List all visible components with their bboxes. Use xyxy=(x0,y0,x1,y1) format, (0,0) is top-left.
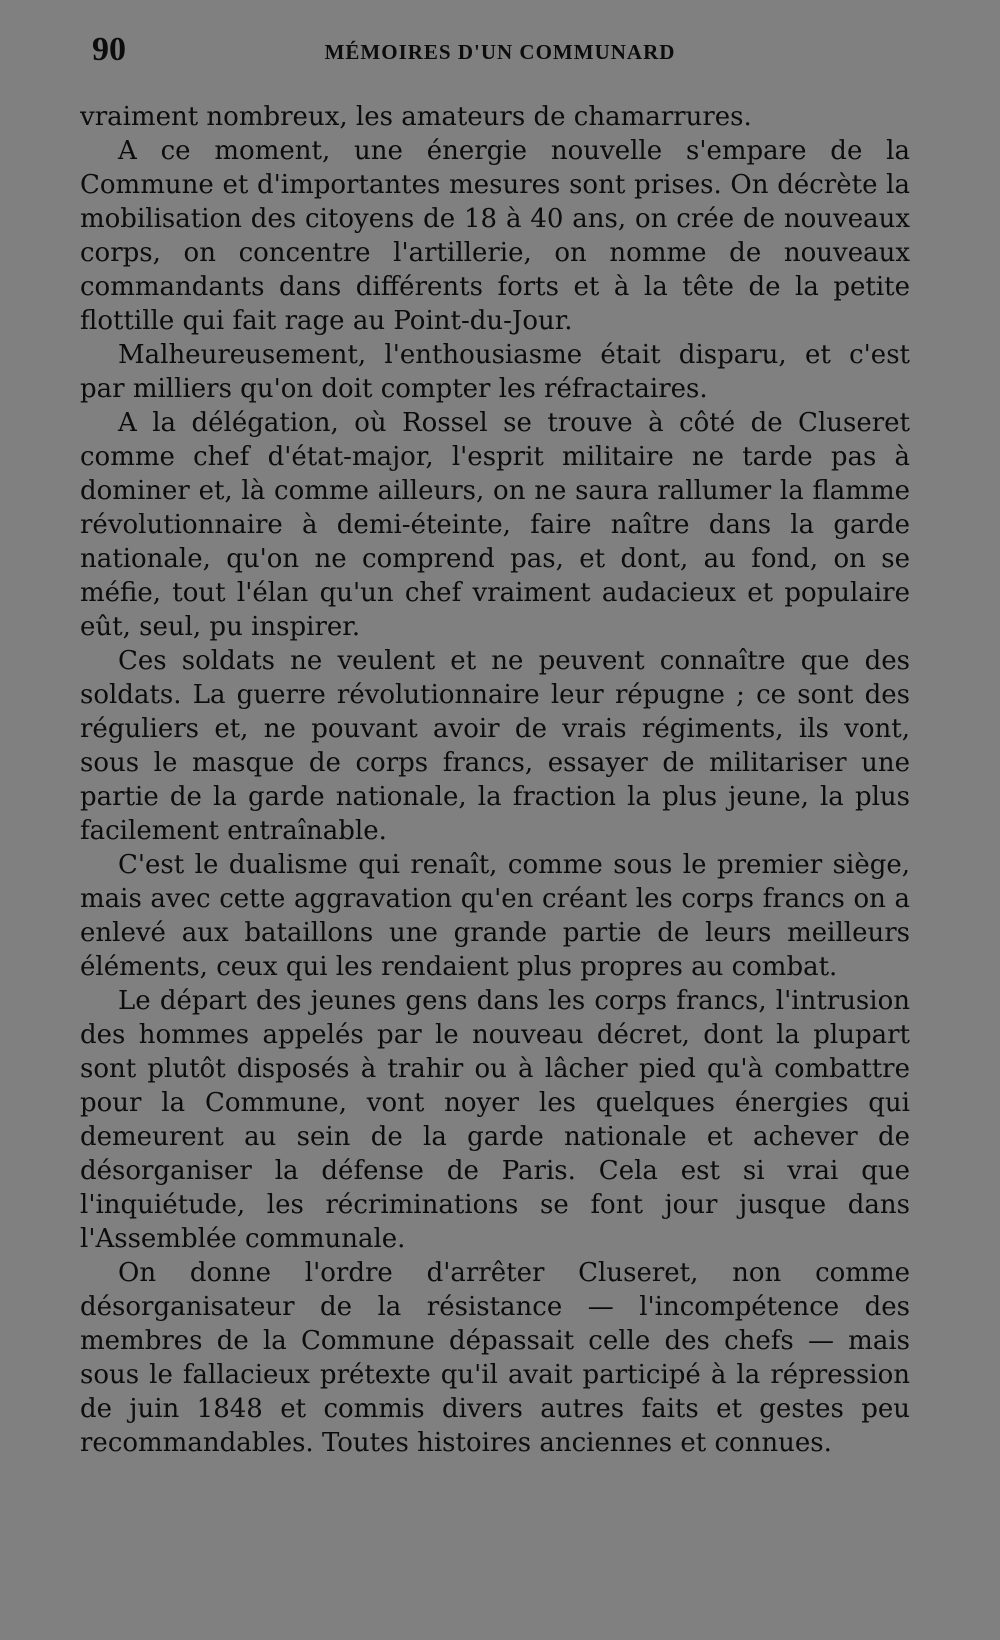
paragraph: Le départ des jeunes gens dans les corps francs, l'intrusion des hommes appelés par le nouveau décret, dont la plupart sont plutôt disposés à trahir ou à lâcher pied qu'à combattre pour la Commune, vont noyer les quelques énergies qui demeurent au sein de la garde nationale et achever de désorganiser la défense de Paris. Cela est si vrai que l'inquiétude, les récriminations se font jour jusque dans l'Assemblée communale. xyxy=(80,986,910,1254)
paragraph: A la délégation, où Rossel se trouve à côté de Cluseret comme chef d'état-major, l'esprit militaire ne tarde pas à dominer et, là comme ailleurs, on ne saura rallumer la flamme révolutionnaire à demi-éteinte, faire naître dans la garde nationale, qu'on ne comprend pas, et dont, au fond, on se méfie, tout l'élan qu'un chef vraiment audacieux et populaire eût, seul, pu inspirer. xyxy=(80,408,910,642)
paragraph: C'est le dualisme qui renaît, comme sous le premier siège, mais avec cette aggravation qu'en créant les corps francs on a enlevé aux bataillons une grande partie de leurs meilleurs éléments, ceux qui les rendaient plus propres au combat. xyxy=(80,850,910,982)
paragraph: Ces soldats ne veulent et ne peuvent connaître que des soldats. La guerre révolutionnaire leur répugne ; ce sont des réguliers et, ne pouvant avoir de vrais régiments, ils vont, sous le masque de corps francs, essayer de militariser une partie de la garde nationale, la fraction la plus jeune, la plus facilement entraînable. xyxy=(80,646,910,846)
paragraph: On donne l'ordre d'arrêter Cluseret, non comme désorganisateur de la résistance — l'incompétence des membres de la Commune dépassait celle des chefs — mais sous le fallacieux prétexte qu'il avait participé à la répression de juin 1848 et commis divers autres faits et gestes peu recommandables. Toutes histoires anciennes et connues. xyxy=(80,1258,910,1458)
paragraph: Malheureusement, l'enthousiasme était disparu, et c'est par milliers qu'on doit compter les réfractaires. xyxy=(80,340,910,404)
page-number: 90 xyxy=(92,31,126,68)
paragraph: A ce moment, une énergie nouvelle s'empare de la Commune et d'importantes mesures sont prises. On décrète la mobilisation des citoyens de 18 à 40 ans, on crée de nouveaux corps, on concentre l'artillerie, on nomme de nouveaux commandants dans différents forts et à la tête de la petite flottille qui fait rage au Point-du-Jour. xyxy=(80,136,910,336)
paragraph-continuation: vraiment nombreux, les amateurs de chamarrures. xyxy=(80,102,752,132)
running-head xyxy=(90,30,910,70)
running-title: MÉMOIRES D'UN COMMUNARD xyxy=(324,40,676,64)
body-text xyxy=(80,100,910,1460)
